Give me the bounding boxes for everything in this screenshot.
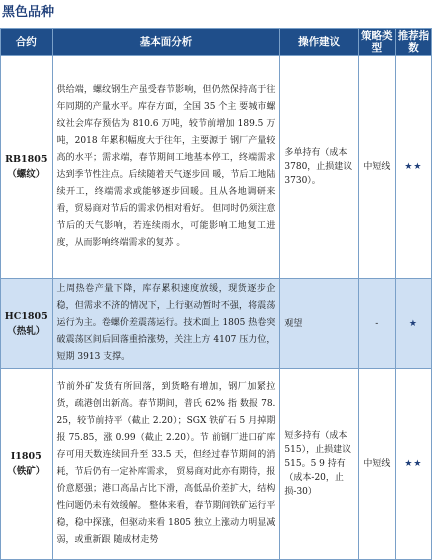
strategy-type-cell: 中短线 (358, 56, 395, 279)
contract-cell (1, 369, 53, 560)
header-advice: 操作建议 (280, 29, 358, 56)
strategy-table (0, 28, 432, 560)
contract-code: I1805 (10, 451, 42, 462)
header-analysis: 基本面分析 (52, 29, 280, 56)
strategy-type-cell: 中短线 (358, 369, 395, 560)
table-header-row (1, 29, 432, 56)
contract-code: RB1805 (5, 154, 48, 165)
recommend-stars: ★ (395, 279, 431, 369)
table-row (1, 369, 432, 560)
table-row (1, 279, 432, 369)
analysis-cell: 供给端，螺纹钢生产虽受春节影响，但仍然保持高于往年同期的产量水平。库存方面，全国 35 个主 要城市螺纹社会库存预估为 810.6 万吨，较节前增加 189.5 万吨，2018 年累积幅度大于往年，主要源于 钢厂产量较高的水平；需求端，春节期间工地基本停工，终端需求达到季节性注点。后续随着天气逐步回 暖，节后工地陆续开工，终端需求或能够逐步回暖。且从各地调研来看，贸易商对节后的需求仍相对看好。 但同时仍须注意节后的天气影响，若连续雨水，可能影响工地复工进度，从而影响终端需求的复苏 。 (52, 56, 280, 279)
header-recommend: 推荐指数 (395, 29, 431, 56)
recommend-stars: ★★ (395, 369, 431, 560)
header-contract: 合约 (1, 29, 53, 56)
contract-name: （铁矿） (7, 466, 46, 477)
recommend-stars: ★★ (395, 56, 431, 279)
header-strategy-type: 策略类型 (358, 29, 395, 56)
analysis-cell: 节前外矿发货有所回落，到货略有增加，钢厂加紧拉货，疏港创出新高。春节期间，普氏 62% 指 数报 78.25，较节前持平（截止 2.20）；SGX 铁矿石 5 月掉期报 75.85，涨 0.99（截止 2.20）。节 前钢厂进口矿库存可用天数连续回升至 33.5 天，但经过春节期间的消耗，节后仍有一定补库需求， 贸易商对此亦有期待，报价意愿强；港口高品占比下滑，高低品价差扩大，结构性问题仍未有效缓解。 整体来看，春节期间铁矿运行平稳，稳中探涨，但驱动来看 1805 独立上涨动力明显减弱，或重新跟 随成材走势 (52, 369, 280, 560)
analysis-cell: 上周热卷产量下降，库存累积速度放缓，现货逐步企稳，但需求不济的情况下，上行驱动暂时不强，将震荡运行为主。卷螺价差震荡运行。技术面上 1805 热卷突破震荡区间后回落重拾涨势，关注上方 4107 压力位，短期 3913 支撑。 (52, 279, 280, 369)
section-title: 黑色品种 (2, 5, 55, 20)
strategy-type-cell: - (358, 279, 395, 369)
advice-cell: 观望 (280, 279, 358, 369)
contract-code: HC1805 (4, 310, 48, 322)
contract-name: （螺纹） (7, 169, 46, 180)
contract-cell (1, 279, 53, 369)
advice-cell: 多单持有（成本 3780，止损建议 3730）。 (280, 56, 358, 279)
contract-cell (1, 56, 53, 279)
contract-name: （热轧） (7, 325, 46, 337)
advice-cell: 短多持有（成本 515），止损建议 515。5 9 持有（成本-20，止损-30） (280, 369, 358, 560)
table-row (1, 56, 432, 279)
